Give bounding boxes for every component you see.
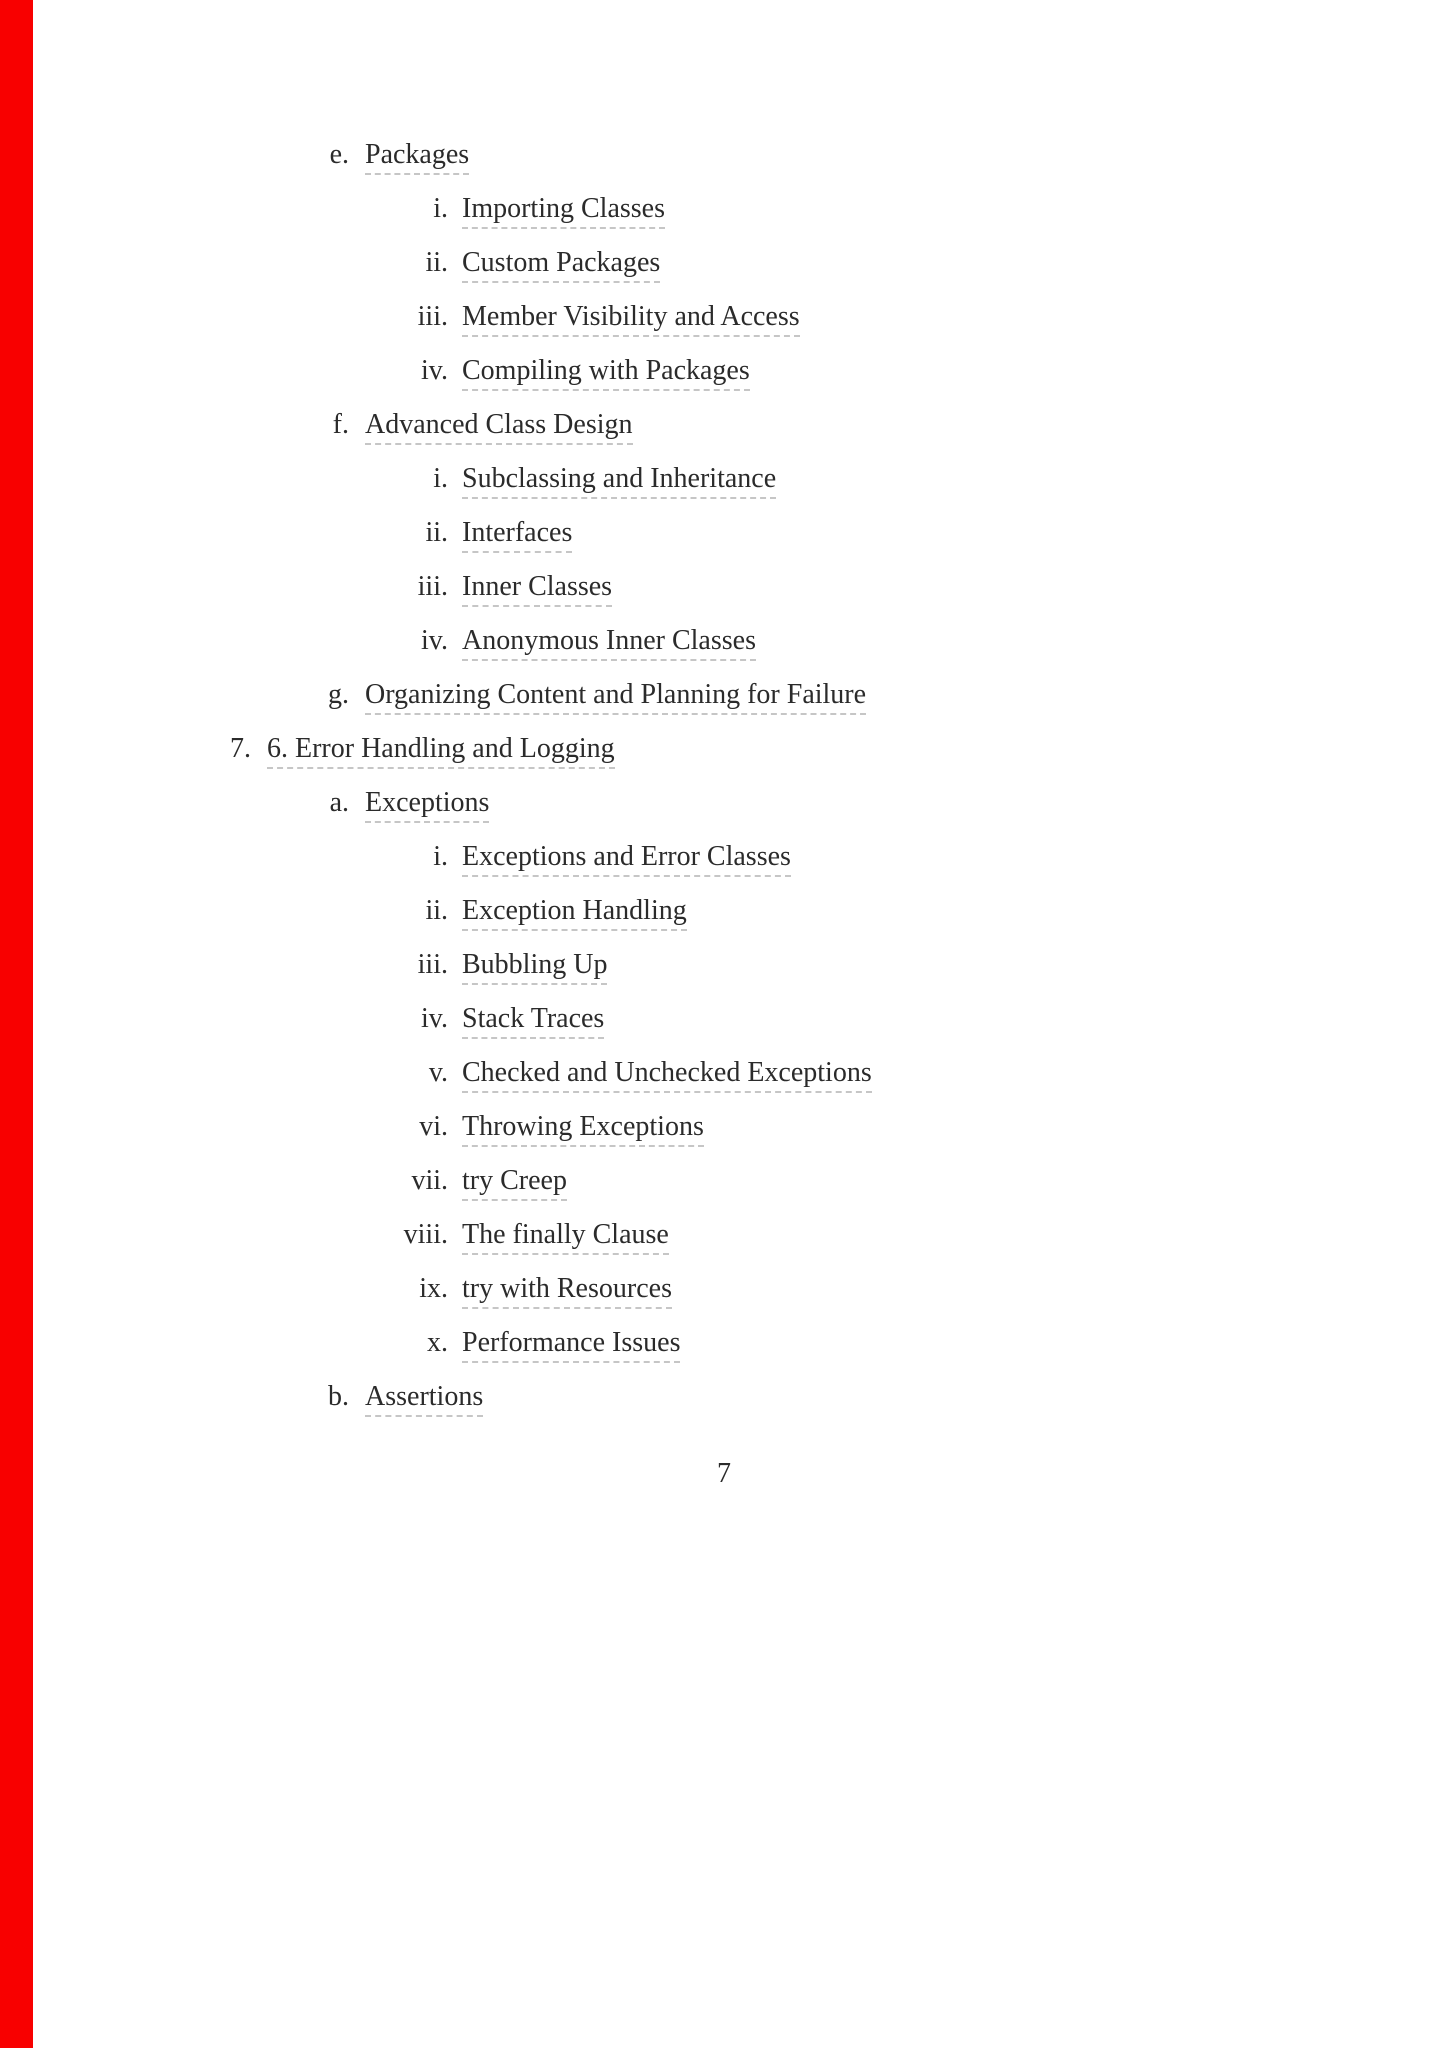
toc-item-marker: ix. [419, 1273, 448, 1304]
toc-list [100, 128, 1400, 1424]
toc-link[interactable]: Advanced Class Design [365, 408, 633, 445]
toc-item [100, 1046, 1400, 1100]
toc-link[interactable]: Compiling with Packages [462, 354, 750, 391]
toc-item [100, 992, 1400, 1046]
toc-item-marker: iii. [417, 571, 448, 602]
toc-link[interactable]: Bubbling Up [462, 948, 607, 985]
toc-item-marker: iii. [417, 949, 448, 980]
toc-item [100, 776, 1400, 830]
page-number: 7 [717, 1458, 731, 1489]
toc-item-marker: a. [329, 787, 349, 818]
toc-link[interactable]: Packages [365, 138, 469, 175]
toc-item-marker: viii. [403, 1219, 448, 1250]
toc-item-marker: e. [329, 139, 349, 170]
toc-item [100, 1370, 1400, 1424]
toc-item [100, 1316, 1400, 1370]
toc-item [100, 452, 1400, 506]
toc-item [100, 560, 1400, 614]
toc-item [100, 884, 1400, 938]
toc-item-marker: ii. [425, 895, 448, 926]
toc-item-marker: f. [332, 409, 349, 440]
toc-link[interactable]: Interfaces [462, 516, 572, 553]
toc-item [100, 722, 1400, 776]
toc-item-marker: x. [427, 1327, 448, 1358]
toc-link[interactable]: Inner Classes [462, 570, 612, 607]
toc-item-marker: i. [433, 841, 448, 872]
toc-link[interactable]: The finally Clause [462, 1218, 669, 1255]
toc-item [100, 344, 1400, 398]
toc-item-marker: v. [428, 1057, 448, 1088]
toc-item [100, 668, 1400, 722]
page-edge-accent-bar [0, 0, 33, 2048]
toc-item-marker: vii. [411, 1165, 448, 1196]
toc-item-marker: b. [328, 1381, 349, 1412]
toc-link[interactable]: try with Resources [462, 1272, 672, 1309]
toc-link[interactable]: Organizing Content and Planning for Failure [365, 678, 866, 715]
toc-link[interactable]: Exceptions [365, 786, 489, 823]
toc-link[interactable]: Throwing Exceptions [462, 1110, 704, 1147]
toc-item-marker: i. [433, 463, 448, 494]
toc-item [100, 1154, 1400, 1208]
toc-link[interactable]: try Creep [462, 1164, 567, 1201]
toc-link[interactable]: Stack Traces [462, 1002, 604, 1039]
toc-item [100, 398, 1400, 452]
toc-item-marker: vi. [419, 1111, 448, 1142]
toc-item-marker: iii. [417, 301, 448, 332]
toc-link[interactable]: Anonymous Inner Classes [462, 624, 756, 661]
toc-item [100, 128, 1400, 182]
toc-item [100, 1262, 1400, 1316]
toc-item [100, 236, 1400, 290]
toc-item-marker: 7. [230, 733, 251, 764]
toc-item-marker: iv. [421, 1003, 448, 1034]
toc-link[interactable]: Assertions [365, 1380, 483, 1417]
toc-item-marker: g. [328, 679, 349, 710]
toc-item-marker: iv. [421, 355, 448, 386]
toc-item [100, 830, 1400, 884]
toc-item [100, 614, 1400, 668]
toc-item-marker: ii. [425, 247, 448, 278]
toc-link[interactable]: Exception Handling [462, 894, 687, 931]
toc-item [100, 290, 1400, 344]
toc-item-marker: iv. [421, 625, 448, 656]
toc-link[interactable]: Checked and Unchecked Exceptions [462, 1056, 872, 1093]
toc-link[interactable]: Custom Packages [462, 246, 660, 283]
toc-item [100, 182, 1400, 236]
toc-link[interactable]: Performance Issues [462, 1326, 680, 1363]
toc-link[interactable]: Member Visibility and Access [462, 300, 800, 337]
toc-item-marker: i. [433, 193, 448, 224]
toc-link[interactable]: Exceptions and Error Classes [462, 840, 791, 877]
toc-item-marker: ii. [425, 517, 448, 548]
table-of-contents-page [100, 128, 1400, 1424]
toc-item [100, 1208, 1400, 1262]
toc-item [100, 1100, 1400, 1154]
toc-link[interactable]: Subclassing and Inheritance [462, 462, 776, 499]
toc-item [100, 506, 1400, 560]
toc-link[interactable]: Importing Classes [462, 192, 665, 229]
toc-item [100, 938, 1400, 992]
toc-link[interactable]: 6. Error Handling and Logging [267, 732, 615, 769]
